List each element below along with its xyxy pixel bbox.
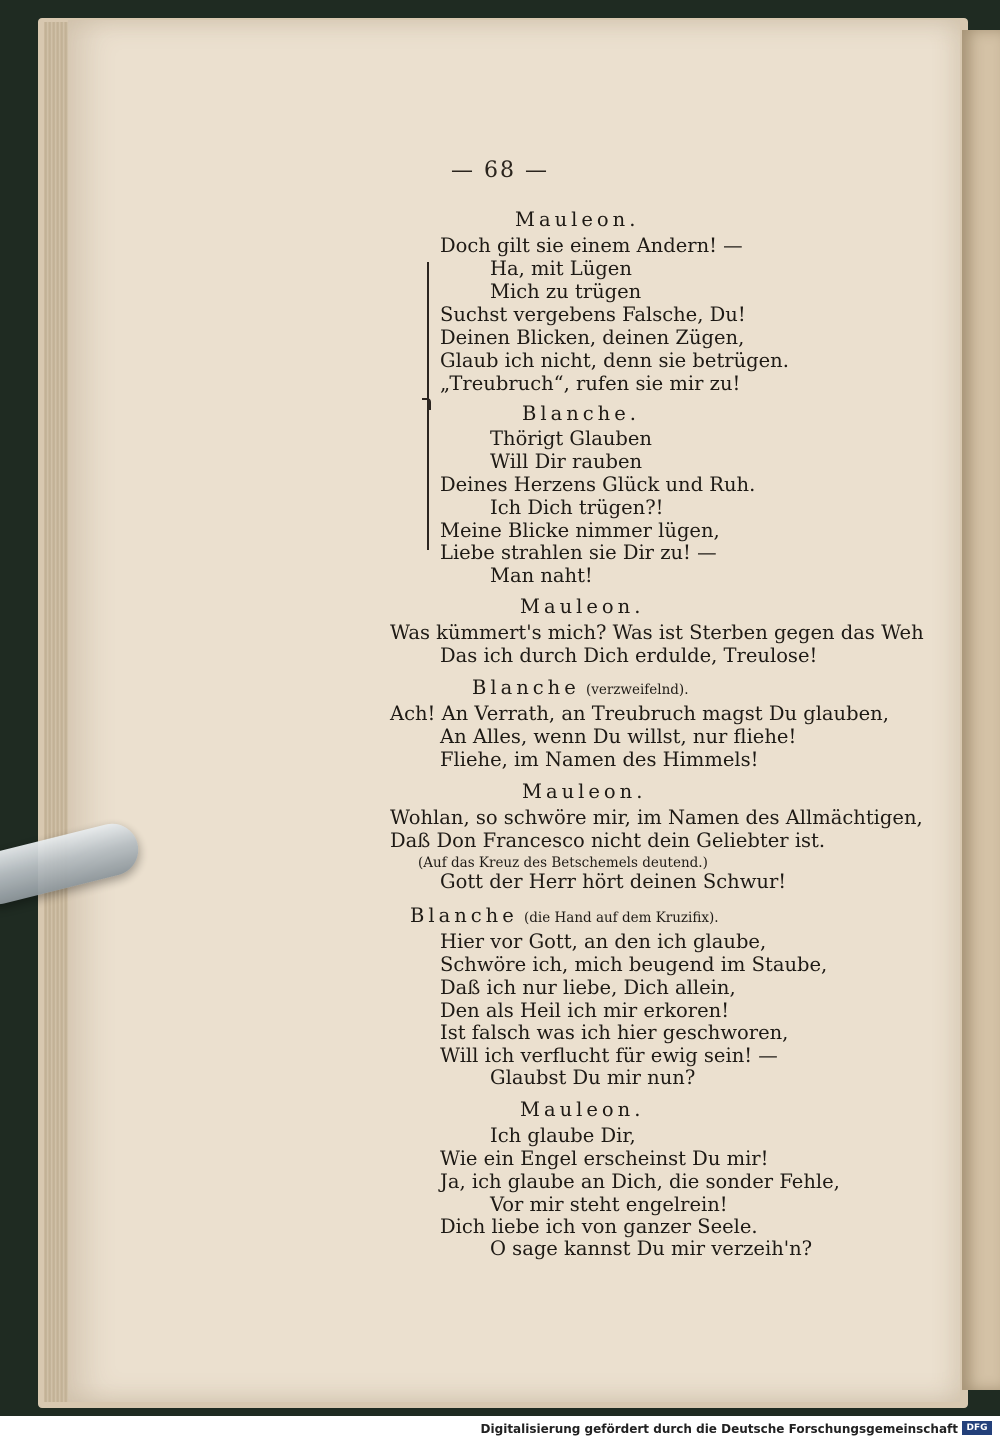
verse-line: Dich liebe ich von ganzer Seele. [440, 1215, 758, 1238]
speaker-blanche-3 [410, 905, 719, 929]
verse-line: Fliehe, im Namen des Himmels! [440, 748, 759, 771]
verse-line: Doch gilt sie einem Andern! — [440, 234, 743, 257]
verse-line: Ist falsch was ich hier geschworen, [440, 1021, 789, 1044]
speaker-blanche-2 [472, 677, 689, 701]
verse-line: Deines Herzens Glück und Ruh. [440, 473, 756, 496]
stage-direction: (Auf das Kreuz des Betschemels deutend.) [418, 855, 708, 871]
verse-line: Daß ich nur liebe, Dich allein, [440, 976, 736, 999]
verse-line: Thörigt Glauben [490, 427, 652, 450]
verse-line: Glaub ich nicht, denn sie betrügen. [440, 349, 789, 372]
verse-line: Meine Blicke nimmer lügen, [440, 519, 720, 542]
verse-line: Daß Don Francesco nicht dein Geliebter ist. [390, 829, 826, 852]
dfg-logo-icon: DFG [962, 1421, 992, 1435]
verse-line: Suchst vergebens Falsche, Du! [440, 303, 746, 326]
speaker-mauleon-1: Mauleon. [515, 208, 640, 231]
verse-line: Wie ein Engel erscheinst Du mir! [440, 1147, 769, 1170]
page-number: — 68 — [451, 158, 549, 183]
speaker-mauleon-3: Mauleon. [522, 780, 647, 803]
footer-credit: Digitalisierung gefördert durch die Deutsche Forschungsgemeinschaft [480, 1422, 958, 1436]
verse-line: Ich Dich trügen?! [490, 496, 664, 519]
duet-brace-point [422, 398, 431, 410]
verse-line: Will ich verflucht für ewig sein! — [440, 1044, 778, 1067]
verse-line: Ja, ich glaube an Dich, die sonder Fehle, [440, 1170, 840, 1193]
verse-line: Was kümmert's mich? Was ist Sterben gegen das Weh [390, 621, 924, 644]
verse-line: Deinen Blicken, deinen Zügen, [440, 326, 745, 349]
speaker-name: Blanche [410, 904, 518, 927]
stage-direction: (die Hand auf dem Kruzifix). [523, 910, 719, 926]
speaker-mauleon-4: Mauleon. [520, 1098, 645, 1121]
verse-line: Vor mir steht engelrein! [490, 1193, 728, 1216]
verse-line: Ha, mit Lügen [490, 257, 632, 280]
speaker-mauleon-2: Mauleon. [520, 595, 645, 618]
speaker-blanche-1: Blanche. [522, 402, 640, 425]
facing-page-edge [962, 30, 1000, 1390]
verse-line: Wohlan, so schwöre mir, im Namen des Allmächtigen, [390, 806, 923, 829]
verse-line: Ach! An Verrath, an Treubruch magst Du glauben, [390, 702, 889, 725]
verse-line: Glaubst Du mir nun? [490, 1066, 696, 1089]
verse-line: Will Dir rauben [490, 450, 643, 473]
verse-line: Liebe strahlen sie Dir zu! — [440, 541, 717, 564]
verse-line: Schwöre ich, mich beugend im Staube, [440, 953, 828, 976]
verse-line: An Alles, wenn Du willst, nur fliehe! [440, 725, 797, 748]
verse-line: „Treubruch“, rufen sie mir zu! [440, 372, 741, 395]
verse-line: Gott der Herr hört deinen Schwur! [440, 870, 787, 893]
stage-direction: (verzweifelnd). [585, 682, 689, 698]
verse-line: Man naht! [490, 564, 593, 587]
verse-line: Das ich durch Dich erdulde, Treulose! [440, 644, 818, 667]
speaker-name: Blanche [472, 676, 580, 699]
verse-line: O sage kannst Du mir verzeih'n? [490, 1237, 813, 1260]
verse-line: Den als Heil ich mir erkoren! [440, 999, 730, 1022]
verse-line: Ich glaube Dir, [490, 1124, 636, 1147]
verse-line: Mich zu trügen [490, 280, 642, 303]
verse-line: Hier vor Gott, an den ich glaube, [440, 930, 767, 953]
